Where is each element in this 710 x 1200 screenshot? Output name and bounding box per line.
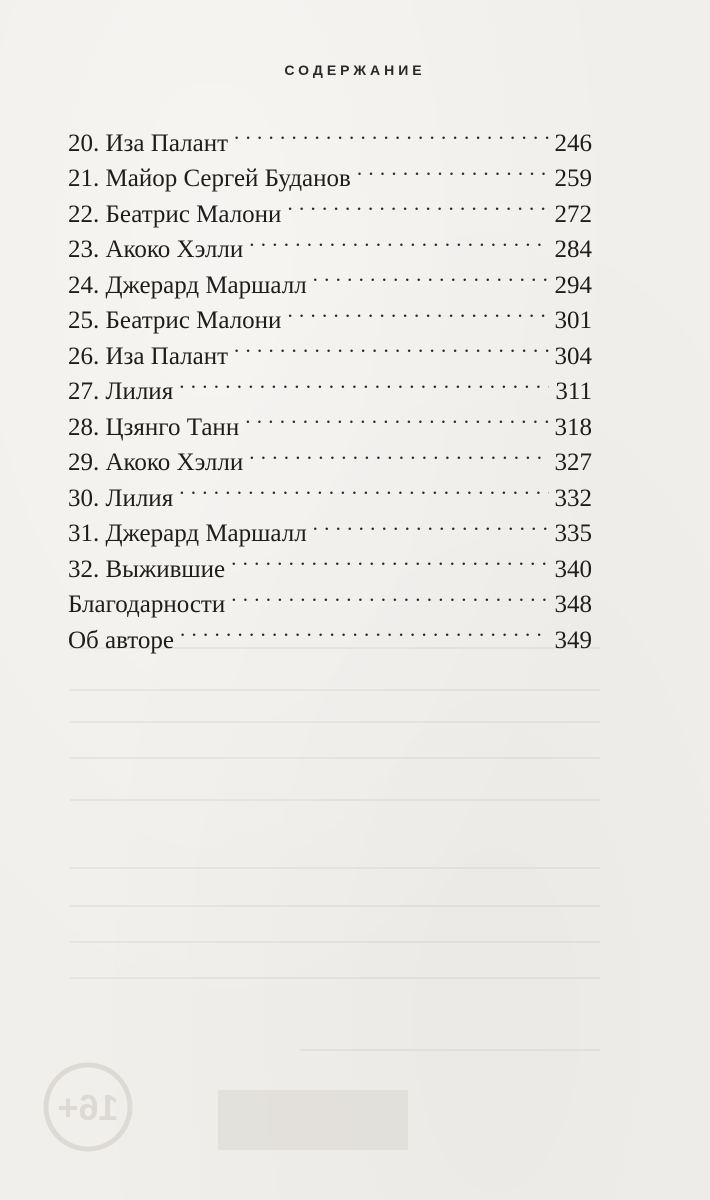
barcode-shadow [218,1090,408,1150]
dot-leader [245,399,548,435]
toc-entry-page-number: 348 [554,591,592,618]
dot-leader [249,435,548,471]
toc-entry-title: 22. Беатрис Малони [68,200,282,228]
toc-entry-page-number: 327 [554,449,592,476]
toc-entry-page-number: 284 [554,236,592,263]
toc-entry-title: 29. Акоко Хэлли [68,449,244,476]
toc-entry-title: Благодарности [68,591,226,618]
toc-entry-page-number: 311 [555,378,592,405]
dot-leader [313,506,549,542]
toc-entry-page-number: 349 [554,626,592,654]
toc-entry-title: 32. Выжившие [68,555,226,583]
age-rating-text: 16+ [57,1087,119,1128]
toc-entry-page-number: 332 [554,484,592,512]
dot-leader [249,222,548,258]
toc-heading: СОДЕРЖАНИЕ [284,62,426,78]
dot-leader [231,541,548,577]
toc-entry-title: 21. Майор Сергей Буданов [68,165,351,192]
dot-leader [234,328,548,364]
dot-leader [180,612,549,648]
dot-leader [179,364,549,400]
dot-leader [287,186,548,222]
age-rating-badge [46,1065,130,1149]
toc-entry-title: 20. Иза Палант [68,129,229,157]
toc-entry-page-number: 304 [554,342,592,370]
dot-leader [357,151,549,187]
toc-entry-title: 23. Акоко Хэлли [68,236,244,263]
dot-leader [287,293,548,329]
toc-entry-title: 30. Лилия [68,484,174,512]
toc-entry-title: Об авторе [68,626,174,654]
toc-entry-page-number: 318 [554,413,592,441]
toc-entry-page-number: 272 [554,200,592,228]
toc-entry-title: 28. Цзянго Танн [68,413,240,441]
toc-entry-title: 27. Лилия [68,378,174,405]
dot-leader [179,470,548,506]
toc-entry-title: 24. Джерард Маршалл [68,271,307,299]
toc-entry-page-number: 259 [554,165,592,192]
toc-entry-title: 25. Беатрис Малони [68,307,282,334]
toc-entry-page-number: 246 [554,129,592,157]
toc-entry-page-number: 301 [554,307,592,334]
toc-entry-title: 26. Иза Палант [68,342,229,370]
toc-entry-title: 31. Джерард Маршалл [68,520,307,547]
toc-entry-page-number: 294 [554,271,592,299]
table-of-contents [68,115,592,654]
toc-entry-page-number: 340 [554,555,592,583]
toc-entry-page-number: 335 [554,520,592,547]
dot-leader [313,257,549,293]
dot-leader [231,577,548,613]
dot-leader [234,115,548,151]
toc-entry [68,115,592,157]
